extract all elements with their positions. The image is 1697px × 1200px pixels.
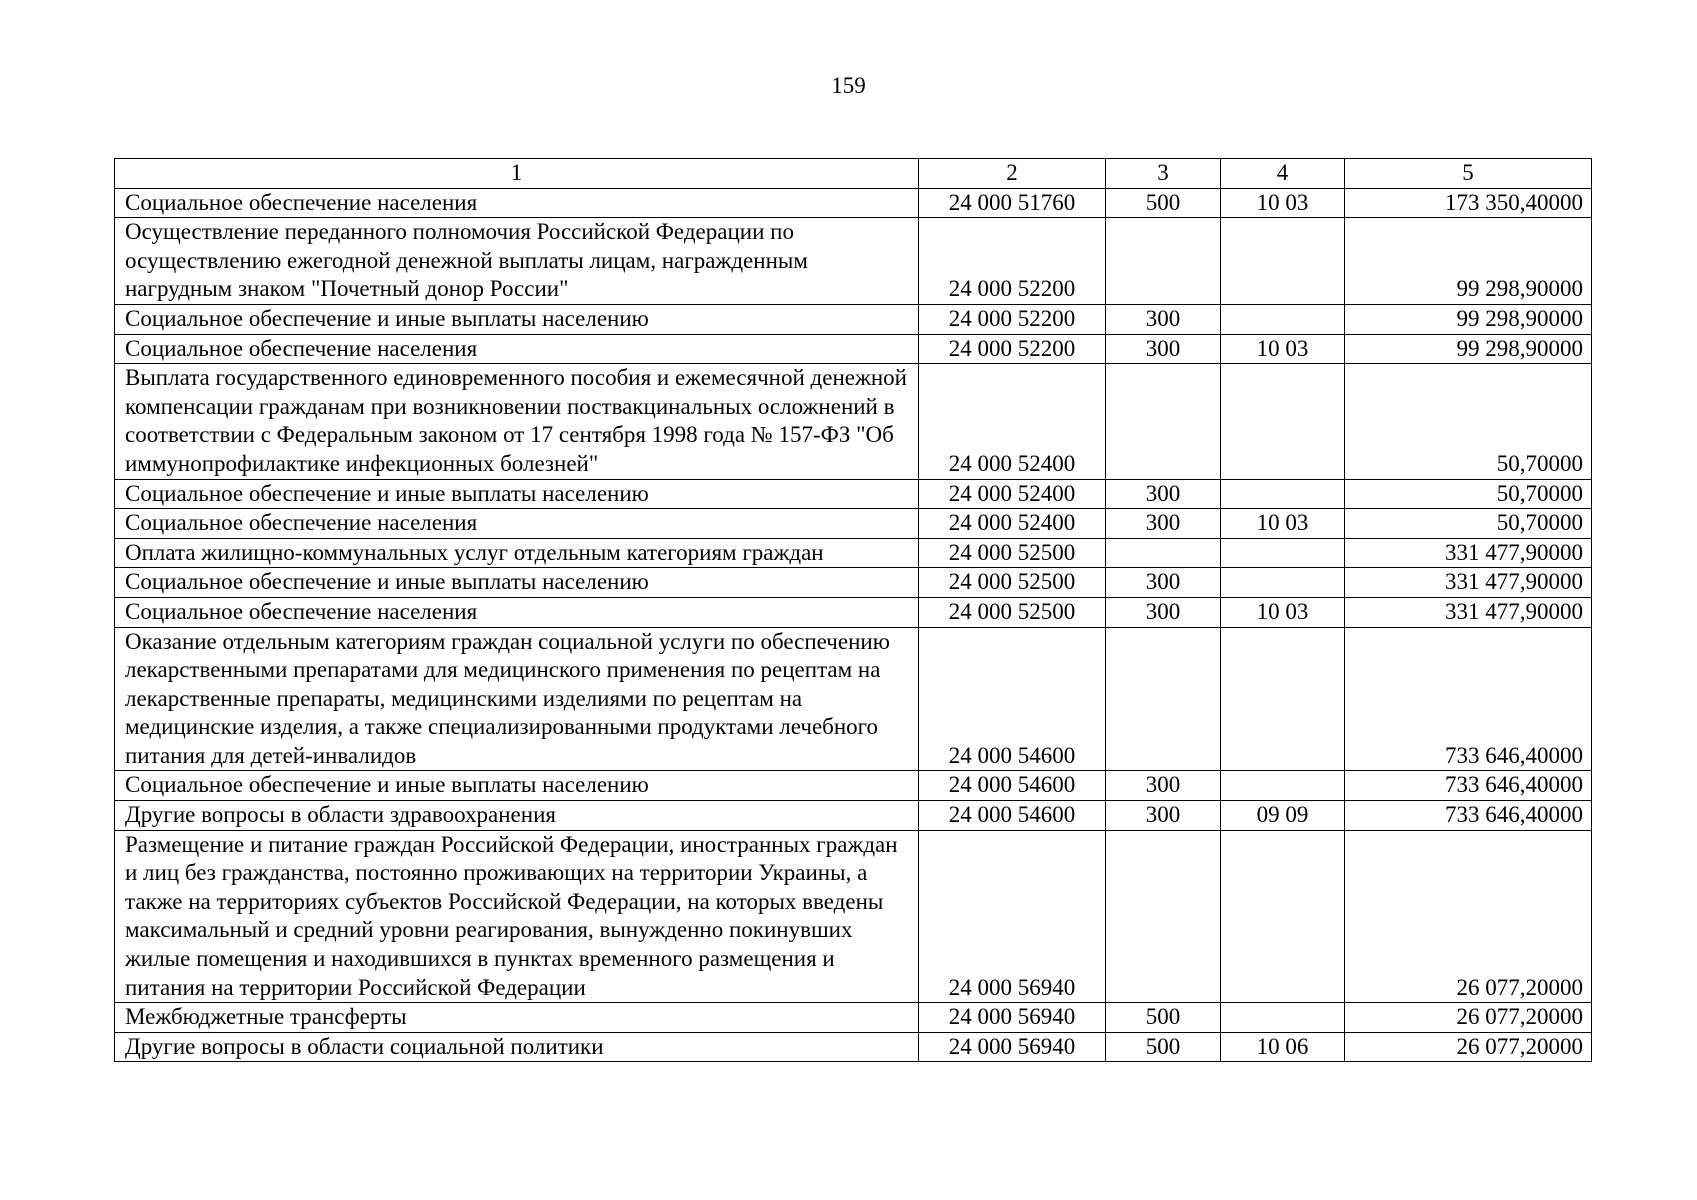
row-expense-type-cell: 300 — [1106, 304, 1221, 334]
row-section-cell — [1221, 568, 1345, 598]
row-section-cell: 10 03 — [1221, 509, 1345, 539]
row-name-cell: Социальное обеспечение и иные выплаты населению — [115, 304, 919, 334]
table-row — [115, 218, 1592, 305]
row-expense-type-cell — [1106, 538, 1221, 568]
row-section-cell — [1221, 627, 1345, 771]
row-expense-type-cell: 300 — [1106, 597, 1221, 627]
header-col-2: 2 — [919, 159, 1106, 189]
row-sum-cell: 26 077,20000 — [1345, 1032, 1592, 1062]
table-row — [115, 627, 1592, 771]
table-row — [115, 188, 1592, 218]
row-section-cell — [1221, 1003, 1345, 1033]
row-sum-cell: 50,70000 — [1345, 479, 1592, 509]
row-expense-type-cell — [1106, 830, 1221, 1003]
row-code-cell: 24 000 51760 — [919, 188, 1106, 218]
row-sum-cell: 99 298,90000 — [1345, 304, 1592, 334]
row-sum-cell: 331 477,90000 — [1345, 597, 1592, 627]
table-row — [115, 479, 1592, 509]
row-sum-cell: 733 646,40000 — [1345, 771, 1592, 801]
row-section-cell: 09 09 — [1221, 801, 1345, 831]
row-code-cell: 24 000 54600 — [919, 627, 1106, 771]
row-sum-cell: 99 298,90000 — [1345, 334, 1592, 364]
row-expense-type-cell: 500 — [1106, 1003, 1221, 1033]
row-code-cell: 24 000 52200 — [919, 334, 1106, 364]
row-section-cell — [1221, 304, 1345, 334]
row-name-cell: Размещение и питание граждан Российской Федерации, иностранных граждан и лиц без гражданства, постоянно проживающих на территории Украины, а также на территориях субъектов Российской Федерации, на которых введены максимальный и средний уровни реагирования, вынужденно покинувших жилые помещения и находившихся в пунктах временного размещения и питания на территории Российской Федерации — [115, 830, 919, 1003]
table-row — [115, 597, 1592, 627]
row-sum-cell: 26 077,20000 — [1345, 1003, 1592, 1033]
table-row — [115, 334, 1592, 364]
row-code-cell: 24 000 56940 — [919, 830, 1106, 1003]
row-name-cell: Оказание отдельным категориям граждан социальной услуги по обеспечению лекарственными препаратами для медицинского применения по рецептам на лекарственные препараты, медицинскими изделиями по рецептам на медицинские изделия, а также специализированными продуктами лечебного питания для детей-инвалидов — [115, 627, 919, 771]
row-section-cell: 10 03 — [1221, 334, 1345, 364]
table-row — [115, 538, 1592, 568]
table-row — [115, 1032, 1592, 1062]
row-section-cell — [1221, 538, 1345, 568]
row-section-cell — [1221, 218, 1345, 305]
row-name-cell: Социальное обеспечение и иные выплаты населению — [115, 771, 919, 801]
row-name-cell: Выплата государственного единовременного пособия и ежемесячной денежной компенсации гражданам при возникновении поствакцинальных осложнений в соответствии с Федеральным законом от 17 сентября 1998 года № 157-ФЗ "Об иммунопрофилактике инфекционных болезней" — [115, 364, 919, 479]
row-sum-cell: 733 646,40000 — [1345, 627, 1592, 771]
row-name-cell: Другие вопросы в области социальной политики — [115, 1032, 919, 1062]
row-sum-cell: 331 477,90000 — [1345, 538, 1592, 568]
row-name-cell: Социальное обеспечение населения — [115, 597, 919, 627]
row-name-cell: Осуществление переданного полномочия Российской Федерации по осуществлению ежегодной денежной выплаты лицам, награжденным нагрудным знаком "Почетный донор России" — [115, 218, 919, 305]
row-sum-cell: 99 298,90000 — [1345, 218, 1592, 305]
row-section-cell: 10 03 — [1221, 597, 1345, 627]
row-expense-type-cell: 500 — [1106, 1032, 1221, 1062]
table-row — [115, 568, 1592, 598]
table-row — [115, 364, 1592, 479]
row-expense-type-cell: 300 — [1106, 771, 1221, 801]
row-sum-cell: 50,70000 — [1345, 509, 1592, 539]
row-expense-type-cell: 300 — [1106, 801, 1221, 831]
row-code-cell: 24 000 52400 — [919, 479, 1106, 509]
row-code-cell: 24 000 52400 — [919, 364, 1106, 479]
row-section-cell: 10 06 — [1221, 1032, 1345, 1062]
row-code-cell: 24 000 52400 — [919, 509, 1106, 539]
table-row — [115, 304, 1592, 334]
table-row — [115, 830, 1592, 1003]
row-expense-type-cell: 500 — [1106, 188, 1221, 218]
header-col-5: 5 — [1345, 159, 1592, 189]
header-col-4: 4 — [1221, 159, 1345, 189]
table-row — [115, 771, 1592, 801]
row-code-cell: 24 000 54600 — [919, 771, 1106, 801]
row-expense-type-cell: 300 — [1106, 334, 1221, 364]
row-sum-cell: 26 077,20000 — [1345, 830, 1592, 1003]
row-sum-cell: 50,70000 — [1345, 364, 1592, 479]
table-row — [115, 801, 1592, 831]
row-name-cell: Социальное обеспечение населения — [115, 509, 919, 539]
row-code-cell: 24 000 52200 — [919, 218, 1106, 305]
row-name-cell: Социальное обеспечение населения — [115, 188, 919, 218]
header-col-3: 3 — [1106, 159, 1221, 189]
table-header-row — [115, 159, 1592, 189]
budget-table — [114, 158, 1592, 1062]
row-code-cell: 24 000 52200 — [919, 304, 1106, 334]
page-number: 159 — [831, 73, 866, 98]
row-sum-cell: 331 477,90000 — [1345, 568, 1592, 598]
row-code-cell: 24 000 52500 — [919, 538, 1106, 568]
row-section-cell: 10 03 — [1221, 188, 1345, 218]
table-row — [115, 1003, 1592, 1033]
row-section-cell — [1221, 771, 1345, 801]
table-row — [115, 509, 1592, 539]
row-name-cell: Другие вопросы в области здравоохранения — [115, 801, 919, 831]
row-sum-cell: 173 350,40000 — [1345, 188, 1592, 218]
header-col-1: 1 — [115, 159, 919, 189]
row-section-cell — [1221, 479, 1345, 509]
row-expense-type-cell — [1106, 218, 1221, 305]
row-section-cell — [1221, 830, 1345, 1003]
row-name-cell: Оплата жилищно-коммунальных услуг отдельным категориям граждан — [115, 538, 919, 568]
row-name-cell: Социальное обеспечение населения — [115, 334, 919, 364]
row-expense-type-cell: 300 — [1106, 479, 1221, 509]
row-section-cell — [1221, 364, 1345, 479]
row-expense-type-cell — [1106, 627, 1221, 771]
row-expense-type-cell: 300 — [1106, 509, 1221, 539]
row-code-cell: 24 000 56940 — [919, 1032, 1106, 1062]
row-name-cell: Социальное обеспечение и иные выплаты населению — [115, 479, 919, 509]
row-expense-type-cell — [1106, 364, 1221, 479]
row-name-cell: Социальное обеспечение и иные выплаты населению — [115, 568, 919, 598]
row-expense-type-cell: 300 — [1106, 568, 1221, 598]
row-code-cell: 24 000 52500 — [919, 597, 1106, 627]
row-name-cell: Межбюджетные трансферты — [115, 1003, 919, 1033]
row-code-cell: 24 000 56940 — [919, 1003, 1106, 1033]
row-code-cell: 24 000 54600 — [919, 801, 1106, 831]
row-code-cell: 24 000 52500 — [919, 568, 1106, 598]
row-sum-cell: 733 646,40000 — [1345, 801, 1592, 831]
